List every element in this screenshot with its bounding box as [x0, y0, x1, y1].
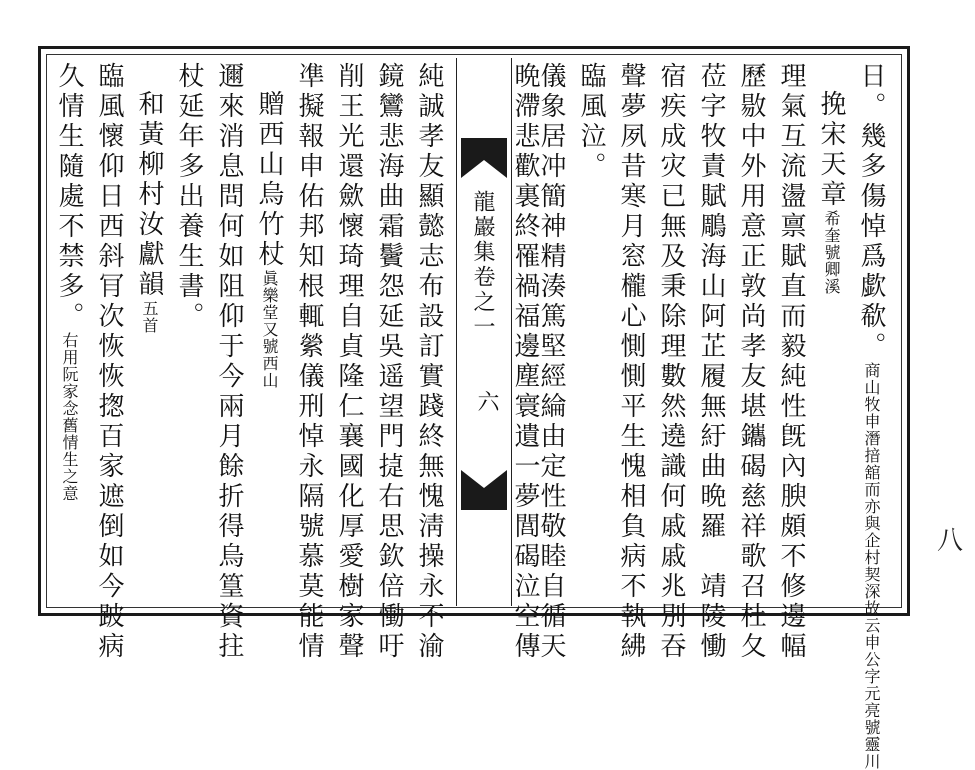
text-column: 削王光還歛懷琦理自貞隆仁襄國化厚愛樹家聲 — [334, 62, 364, 662]
text-column: 宿疾成灾已無及秉除理數然遶識何戚戚兆別吞 — [656, 62, 686, 662]
text-column — [136, 62, 162, 630]
margin-note: 八 — [936, 526, 963, 556]
text-column: 鏡鸞悲海曲霜鬢怨延吳遥望門㨗右思欽倍慟吁 — [374, 62, 404, 662]
text-column: 凖擬報申佑邦知根輒縈儀刑悼永隔號慕莫能情 — [294, 62, 324, 662]
text-column: 臨風泣。 — [576, 62, 606, 182]
text-column: 儀象居冲簡神精湊篤堅經綸由定性敬睦自循天 — [536, 62, 566, 662]
centre-folio: 六 — [474, 390, 499, 412]
column-text: 日。幾多傷悼爲歔欷。 — [856, 62, 886, 362]
text-column — [256, 62, 282, 630]
poem-title: 挽宋天章 — [816, 90, 846, 210]
text-column: 杖延年多出養生書。 — [174, 62, 204, 332]
text-column: 理氣互流盪禀賦直而毅純性旣內腴頗不修邊幅 — [776, 62, 806, 662]
column-text: 久情生隨處不禁多。 — [54, 62, 84, 332]
column-note: 眞樂堂又號西山 — [260, 270, 279, 389]
poem-title: 贈西山烏竹杖 — [254, 90, 284, 270]
text-column: 邇來消息問何如阻仰于今兩月餘折得烏篁資拄 — [214, 62, 244, 662]
text-column: 晩滯悲歡裏終罹禍福邊塵寰遺一夢閭碣泣空傳 — [510, 62, 540, 662]
text-column: 聲夢夙昔寒月窓櫳心惻惻平生愧相負病不執紼 — [616, 62, 646, 662]
column-note: 五首 — [140, 300, 159, 334]
text-column: 歷敭中外用意正敦尚孝友堪鑴碣慈祥歌召杜夂 — [736, 62, 766, 662]
centre-title: 龍巖集卷之一 — [470, 190, 495, 340]
column-note: 商山牧申潛揞舘而亦與企村契深故云申公字元亮號靈川 — [862, 362, 881, 770]
text-column — [856, 62, 886, 770]
poem-title: 和黃柳村汝獻韻 — [134, 90, 164, 300]
text-column: 莅字牧責賦鵰海山阿芷履無紆曲晩羅 靖陵慟 — [696, 62, 726, 662]
column-note: 希奎號卿溪 — [822, 210, 841, 295]
text-column — [56, 62, 82, 602]
text-column — [818, 62, 844, 630]
text-column: 臨風懷仰日西斜肎次恢恢揔百家遮倒如今跛病 — [94, 62, 124, 662]
text-column: 純誠孝友顯懿志布設訂實踐終無愧淸操永不渝 — [414, 62, 444, 662]
column-note: 右用阮家念舊情生之意 — [60, 332, 79, 502]
